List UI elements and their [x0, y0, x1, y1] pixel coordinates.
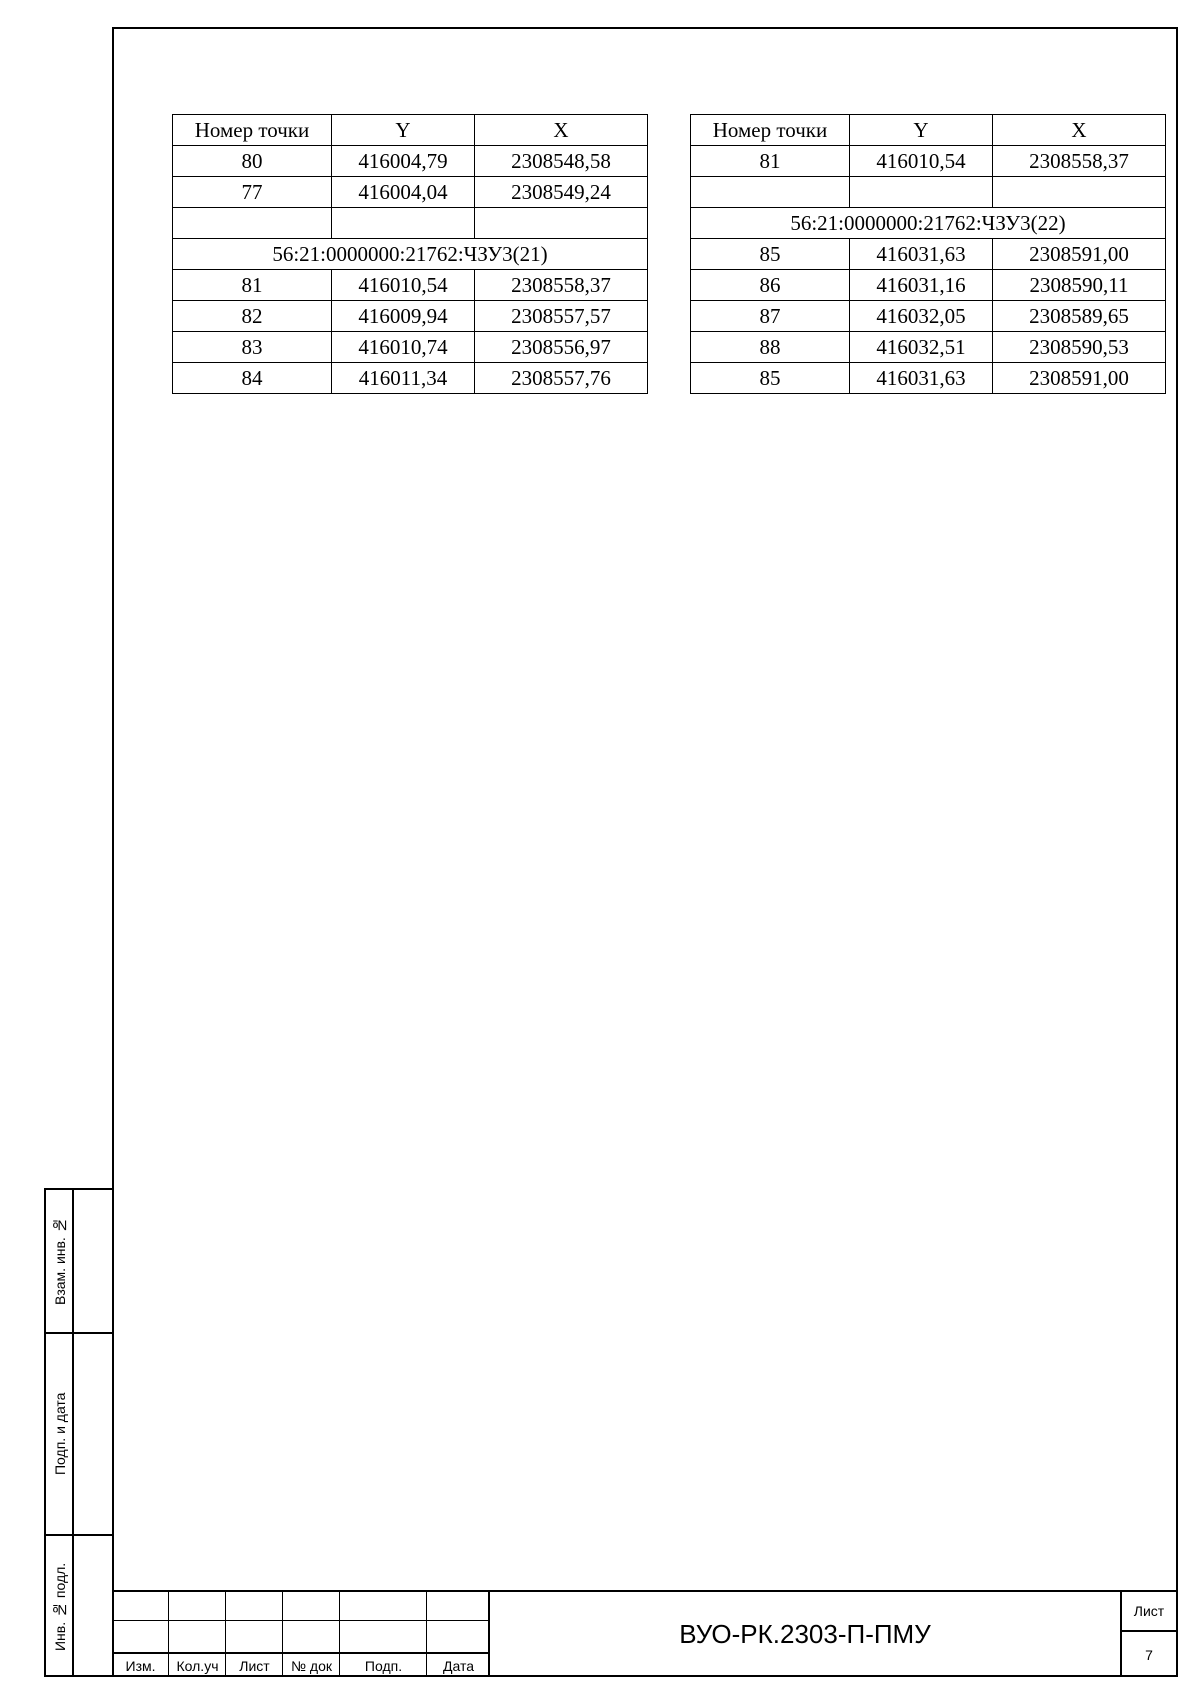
x-cell: 2308591,00	[993, 363, 1166, 394]
y-cell: 416031,63	[850, 239, 993, 270]
point-number-cell: 85	[691, 363, 850, 394]
header-point-number: Номер точки	[173, 115, 332, 146]
table-row-empty	[173, 208, 648, 239]
point-number-cell	[173, 208, 332, 239]
table-row-empty	[691, 177, 1166, 208]
label-list: Лист	[239, 1657, 270, 1674]
y-cell: 416011,34	[332, 363, 475, 394]
point-number-cell: 88	[691, 332, 850, 363]
section-title: 56:21:0000000:21762:ЧЗУ3(22)	[691, 208, 1166, 239]
document-code: ВУО-РК.2303-П-ПМУ	[490, 1592, 1122, 1677]
point-number-cell: 81	[691, 146, 850, 177]
x-cell: 2308591,00	[993, 239, 1166, 270]
x-cell: 2308590,53	[993, 332, 1166, 363]
x-cell: 2308548,58	[475, 146, 648, 177]
x-cell	[475, 208, 648, 239]
y-cell: 416009,94	[332, 301, 475, 332]
table-row	[691, 146, 1166, 177]
point-number-cell: 77	[173, 177, 332, 208]
x-cell: 2308558,37	[475, 270, 648, 301]
y-cell: 416004,79	[332, 146, 475, 177]
table-row	[173, 146, 648, 177]
y-cell: 416010,74	[332, 332, 475, 363]
side-stamp-vzam-inv-label: Взам. инв. №	[52, 1217, 68, 1305]
y-cell	[332, 208, 475, 239]
y-cell	[850, 177, 993, 208]
point-number-cell: 86	[691, 270, 850, 301]
grid-row-line	[112, 1620, 490, 1621]
coordinates-table-right	[690, 114, 1166, 394]
table-row	[173, 301, 648, 332]
label-kol-uch: Кол.уч	[176, 1657, 219, 1674]
label-data: Дата	[442, 1657, 474, 1674]
section-title-row	[691, 208, 1166, 239]
point-number-cell: 84	[173, 363, 332, 394]
label-n-dok: № док	[291, 1657, 332, 1674]
table-row	[691, 363, 1166, 394]
header-x: X	[475, 115, 648, 146]
table-row	[173, 363, 648, 394]
section-title: 56:21:0000000:21762:ЧЗУ3(21)	[173, 239, 648, 270]
side-stamp-vzam-inv-cell	[46, 1190, 114, 1334]
point-number-cell: 81	[173, 270, 332, 301]
y-cell: 416031,16	[850, 270, 993, 301]
point-number-cell: 80	[173, 146, 332, 177]
table-row	[173, 270, 648, 301]
y-cell: 416032,05	[850, 301, 993, 332]
point-number-cell: 83	[173, 332, 332, 363]
side-stamp-podp-data-label: Подп. и дата	[52, 1392, 68, 1476]
sheet-label: Лист	[1122, 1592, 1176, 1632]
header-x: X	[993, 115, 1166, 146]
table-row	[691, 332, 1166, 363]
sheet-number: 7	[1145, 1646, 1153, 1663]
point-number-cell: 85	[691, 239, 850, 270]
point-number-cell: 82	[173, 301, 332, 332]
point-number-cell: 87	[691, 301, 850, 332]
header-y: Y	[332, 115, 475, 146]
title-block	[112, 1590, 1178, 1677]
y-cell: 416031,63	[850, 363, 993, 394]
table-row	[691, 301, 1166, 332]
point-number-cell	[691, 177, 850, 208]
y-cell: 416032,51	[850, 332, 993, 363]
x-cell: 2308557,57	[475, 301, 648, 332]
x-cell: 2308557,76	[475, 363, 648, 394]
y-cell: 416004,04	[332, 177, 475, 208]
x-cell: 2308558,37	[993, 146, 1166, 177]
coordinates-table-left	[172, 114, 648, 394]
side-stamp	[44, 1188, 114, 1677]
x-cell	[993, 177, 1166, 208]
x-cell: 2308589,65	[993, 301, 1166, 332]
side-stamp-podp-data-cell	[46, 1334, 114, 1536]
table-row	[173, 332, 648, 363]
x-cell: 2308556,97	[475, 332, 648, 363]
table-header-row	[691, 115, 1166, 146]
table-row	[173, 177, 648, 208]
x-cell: 2308549,24	[475, 177, 648, 208]
table-header-row	[173, 115, 648, 146]
header-y: Y	[850, 115, 993, 146]
label-izm: Изм.	[125, 1657, 156, 1674]
label-podp: Подп.	[364, 1657, 403, 1674]
y-cell: 416010,54	[850, 146, 993, 177]
side-stamp-inv-podl-label: Инв. № подл.	[52, 1562, 68, 1651]
title-block-revision-grid	[112, 1592, 490, 1677]
table-row	[691, 270, 1166, 301]
section-title-row	[173, 239, 648, 270]
x-cell: 2308590,11	[993, 270, 1166, 301]
header-point-number: Номер точки	[691, 115, 850, 146]
side-stamp-inv-podl-cell	[46, 1536, 114, 1677]
y-cell: 416010,54	[332, 270, 475, 301]
table-row	[691, 239, 1166, 270]
